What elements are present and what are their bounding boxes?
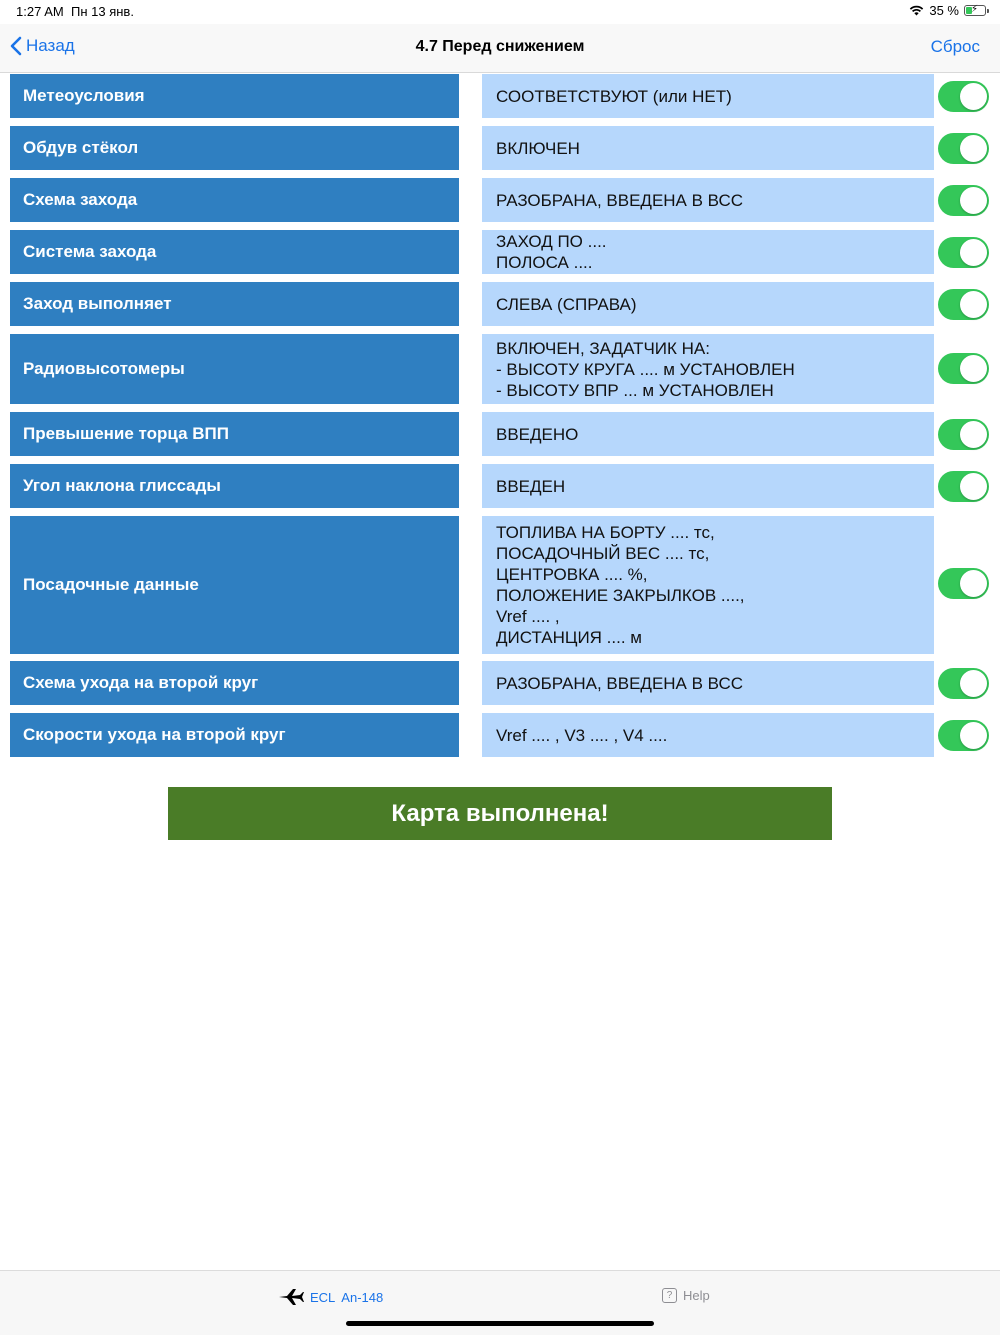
wifi-icon bbox=[909, 5, 924, 16]
row-value: ВВЕДЕН bbox=[482, 464, 934, 508]
row-value: ВКЛЮЧЕН bbox=[482, 126, 934, 170]
row-label: Метеоусловия bbox=[10, 74, 459, 118]
reset-button[interactable]: Сброс bbox=[930, 37, 980, 56]
charging-bolt-icon: ⚡ bbox=[971, 4, 979, 15]
status-right bbox=[909, 3, 986, 18]
checklist-row bbox=[0, 282, 1000, 326]
row-value: ВКЛЮЧЕН, ЗАДАТЧИК НА: - ВЫСОТУ КРУГА .... м УСТАНОВЛЕН - ВЫСОТУ ВПР ... м УСТАНОВЛЕН bbox=[482, 334, 934, 404]
row-value: ВВЕДЕНО bbox=[482, 412, 934, 456]
toggle-knob bbox=[960, 239, 987, 266]
row-label: Скорости ухода на второй круг bbox=[10, 713, 459, 757]
airplane-icon bbox=[278, 1288, 304, 1306]
row-label: Превышение торца ВПП bbox=[10, 412, 459, 456]
toggle-knob bbox=[960, 187, 987, 214]
row-toggle[interactable] bbox=[938, 471, 989, 502]
row-toggle[interactable] bbox=[938, 289, 989, 320]
checklist-row bbox=[0, 74, 1000, 118]
row-value: РАЗОБРАНА, ВВЕДЕНА В ВСС bbox=[482, 661, 934, 705]
row-value: СЛЕВА (СПРАВА) bbox=[482, 282, 934, 326]
row-toggle[interactable] bbox=[938, 720, 989, 751]
row-label: Заход выполняет bbox=[10, 282, 459, 326]
help-icon: ? bbox=[662, 1288, 677, 1303]
tab-ecl-aircraft: An-148 bbox=[341, 1289, 384, 1305]
checklist-row bbox=[0, 126, 1000, 170]
row-value: Vref .... , V3 .... , V4 .... bbox=[482, 713, 934, 757]
battery-percent: 35 % bbox=[929, 3, 959, 18]
row-value: СООТВЕТСТВУЮТ (или НЕТ) bbox=[482, 74, 934, 118]
tab-help[interactable] bbox=[662, 1288, 710, 1303]
battery-icon bbox=[964, 5, 986, 16]
toggle-knob bbox=[960, 135, 987, 162]
row-toggle[interactable] bbox=[938, 237, 989, 268]
checklist-row bbox=[0, 516, 1000, 654]
status-bar bbox=[0, 0, 1000, 24]
toggle-knob bbox=[960, 670, 987, 697]
row-toggle[interactable] bbox=[938, 133, 989, 164]
toggle-knob bbox=[960, 570, 987, 597]
checklist-row bbox=[0, 661, 1000, 705]
status-date: Пн 13 янв. bbox=[71, 4, 134, 19]
toggle-knob bbox=[960, 421, 987, 448]
checklist-row bbox=[0, 178, 1000, 222]
tab-ecl[interactable] bbox=[278, 1288, 383, 1306]
toggle-knob bbox=[960, 473, 987, 500]
row-label: Система захода bbox=[10, 230, 459, 274]
row-value: РАЗОБРАНА, ВВЕДЕНА В ВСС bbox=[482, 178, 934, 222]
row-label: Обдув стёкол bbox=[10, 126, 459, 170]
back-label: Назад bbox=[26, 36, 75, 55]
status-time: 1:27 AM bbox=[16, 4, 64, 19]
row-toggle[interactable] bbox=[938, 353, 989, 384]
checklist-complete-button[interactable]: Карта выполнена! bbox=[168, 787, 832, 840]
tab-help-label: Help bbox=[683, 1288, 710, 1303]
row-value: ТОПЛИВА НА БОРТУ .... тс, ПОСАДОЧНЫЙ ВЕС .... тс, ЦЕНТРОВКА .... %, ПОЛОЖЕНИЕ ЗАКРЫЛКОВ ...., Vref .... , ДИСТАНЦИЯ .... м bbox=[482, 516, 934, 654]
toggle-knob bbox=[960, 291, 987, 318]
row-value: ЗАХОД ПО .... ПОЛОСА .... bbox=[482, 230, 934, 274]
toggle-knob bbox=[960, 83, 987, 110]
row-toggle[interactable] bbox=[938, 419, 989, 450]
row-label: Угол наклона глиссады bbox=[10, 464, 459, 508]
home-indicator bbox=[346, 1321, 654, 1326]
checklist-row bbox=[0, 713, 1000, 757]
checklist-row bbox=[0, 230, 1000, 274]
toggle-knob bbox=[960, 355, 987, 382]
row-toggle[interactable] bbox=[938, 81, 989, 112]
row-label: Радиовысотомеры bbox=[10, 334, 459, 404]
checklist-row bbox=[0, 464, 1000, 508]
toggle-knob bbox=[960, 722, 987, 749]
tab-ecl-label: ECL bbox=[310, 1289, 336, 1305]
row-toggle[interactable] bbox=[938, 185, 989, 216]
checklist-row bbox=[0, 412, 1000, 456]
row-label: Посадочные данные bbox=[10, 516, 459, 654]
row-toggle[interactable] bbox=[938, 668, 989, 699]
navigation-bar bbox=[0, 24, 1000, 73]
row-label: Схема захода bbox=[10, 178, 459, 222]
page-title: 4.7 Перед снижением bbox=[415, 38, 585, 55]
row-toggle[interactable] bbox=[938, 568, 989, 599]
checklist-row bbox=[0, 334, 1000, 404]
row-label: Схема ухода на второй круг bbox=[10, 661, 459, 705]
